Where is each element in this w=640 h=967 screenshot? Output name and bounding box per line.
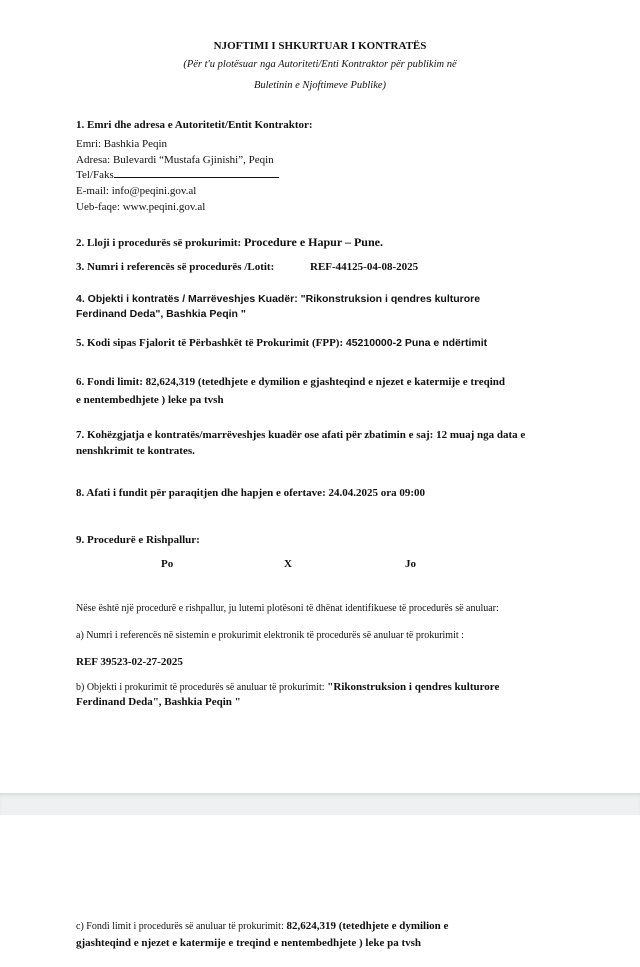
authority-name: Emri: Bashkia Peqin	[76, 138, 168, 150]
item-b-line2: Ferdinand Deda", Bashkia Peqin "	[76, 696, 241, 708]
section-4-object-line1: 4. Objekti i kontratës / Marrëveshjes Kuadër: "Rikonstruksion i qendres kulturore	[76, 293, 481, 305]
telfax-blank-line	[114, 167, 279, 178]
document-title: NJOFTIMI I SHKURTUAR I KONTRATËS	[213, 40, 427, 52]
section-3-reference-label: 3. Numri i referencës së procedurës /Lotit:	[76, 261, 275, 273]
authority-email: E-mail: info@peqini.gov.al	[76, 185, 197, 197]
section-4-object-line2: Ferdinand Deda", Bashkia Peqin "	[76, 308, 246, 320]
authority-address: Adresa: Bulevardi “Mustafa Gjinishi”, Peqin	[76, 154, 274, 166]
option-po: Po	[161, 558, 174, 570]
item-a-label: a) Numri i referencës në sistemin e prokurimit elektronik të procedurës së anuluar të prokurimit :	[76, 630, 464, 641]
option-selected-x: X	[284, 558, 292, 570]
section-6-fund-limit-line2: e nentembedhjete ) leke pa tvsh	[76, 394, 224, 406]
item-c-line1: c) Fondi limit i procedurës së anuluar të prokurimit: 82,624,319 (tetedhjete e dymilion e	[76, 920, 449, 932]
section-7-duration-line1: 7. Kohëzgjatja e kontratës/marrëveshjes kuadër ose afati për zbatimin e saj: 12 muaj nga data e	[76, 429, 526, 441]
item-b-line1: b) Objekti i prokurimit të procedurës së anuluar të prokurimit: "Rikonstruksion i qendres kulturore	[76, 681, 500, 693]
item-a-reference-value: REF 39523-02-27-2025	[76, 656, 183, 668]
page-break-separator	[0, 793, 640, 815]
authority-website: Ueb-faqe: www.peqini.gov.al	[76, 201, 206, 213]
section-8-deadline: 8. Afati i fundit për paraqitjen dhe hapjen e ofertave: 24.04.2025 ora 09:00	[76, 487, 426, 499]
item-c-line2: gjashteqind e njezet e katermije e treqind e nentembedhjete ) leke pa tvsh	[76, 937, 422, 949]
section-7-duration-line2: nenshkrimit te kontrates.	[76, 445, 195, 457]
document-subtitle-line2: Buletinin e Njoftimeve Publike)	[253, 80, 387, 91]
authority-telfax: Tel/Faks	[76, 167, 279, 182]
section-6-fund-limit-line1: 6. Fondi limit: 82,624,319 (tetedhjete e dymilion e gjashteqind e njezet e katermije e treqind	[76, 376, 506, 388]
section-2-procedure-type: 2. Lloji i procedurës së prokurimit: Procedure e Hapur – Pune.	[76, 235, 383, 249]
document-subtitle-line1: (Për t'u plotësuar nga Autoriteti/Enti Kontraktor për publikim në	[183, 59, 457, 70]
rescheduled-intro: Nëse është një procedurë e rishpallur, ju lutemi plotësoni të dhënat identifikuese të procedurës së anuluar:	[76, 603, 499, 614]
option-jo: Jo	[405, 558, 416, 570]
section-1-heading: 1. Emri dhe adresa e Autoritetit/Entit Kontraktor:	[76, 119, 313, 131]
section-5-cpv-code: 5. Kodi sipas Fjalorit të Përbashkët të Prokurimit (FPP): 45210000-2 Puna e ndërtimit	[76, 337, 488, 349]
section-3-reference-value: REF-44125-04-08-2025	[310, 261, 419, 273]
section-9-heading: 9. Procedurë e Rishpallur:	[76, 534, 200, 546]
